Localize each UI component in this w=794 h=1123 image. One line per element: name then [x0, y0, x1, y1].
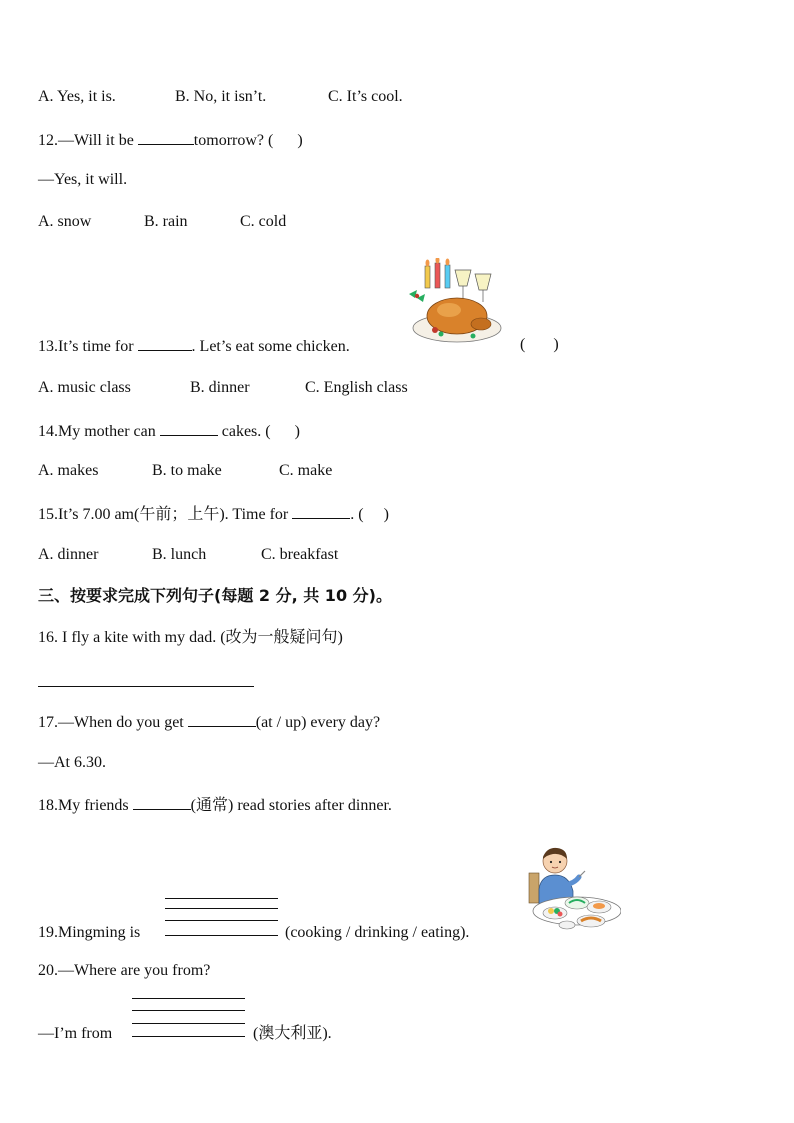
q12-answer: —Yes, it will. — [38, 171, 128, 188]
q18-prompt — [38, 794, 392, 816]
q14-prompt-start: 14.My mother can — [38, 423, 156, 440]
q11-option-c: C. It’s cool. — [328, 88, 403, 105]
q12-options — [38, 212, 286, 232]
q15-prompt-end: . ( — [350, 506, 364, 523]
q12-prompt-end: tomorrow? ( — [193, 132, 274, 149]
q15-prompt-start: 15.It’s 7.00 am(午前；上午). Time for — [38, 506, 289, 523]
q18-prompt-start: 18.My friends — [38, 797, 129, 814]
q13-option-c: C. English class — [305, 379, 408, 396]
q14-paren-close: ) — [294, 423, 300, 440]
q11-options — [38, 87, 403, 107]
q12-option-b: B. rain — [144, 213, 188, 230]
q15-option-b: B. lunch — [152, 546, 207, 563]
q13-prompt-end: . Let’s eat some chicken. — [191, 338, 350, 355]
q13-option-a: A. music class — [38, 379, 131, 396]
q15-answer-blank[interactable] — [292, 503, 350, 519]
q11-option-a: A. Yes, it is. — [38, 88, 116, 105]
boy-eating-illustration — [515, 845, 621, 935]
q13-answer-paren — [520, 335, 559, 355]
q14-option-c: C. make — [279, 462, 333, 479]
q13-prompt-start: 13.It’s time for — [38, 338, 134, 355]
q14-option-a: A. makes — [38, 462, 99, 479]
q15-prompt — [38, 503, 389, 525]
q17-prompt-end: (at / up) every day? — [255, 714, 381, 731]
q19-answer-lines[interactable] — [165, 898, 278, 938]
q13-option-b: B. dinner — [190, 379, 250, 396]
q14-options — [38, 461, 332, 481]
q20-answer-end: (澳大利亚). — [253, 1025, 332, 1042]
section-3-title: 三、按要求完成下列句子(每题 2 分, 共 10 分)。 — [38, 586, 392, 605]
roast-chicken-dinner-illustration — [405, 258, 505, 346]
q13-paren-open: ( — [520, 336, 526, 353]
q18-answer-blank[interactable] — [133, 794, 191, 810]
q20-answer-start: —I’m from — [38, 1025, 113, 1042]
q13-prompt — [38, 335, 350, 357]
q13-options — [38, 378, 408, 398]
q14-option-b: B. to make — [152, 462, 222, 479]
q15-option-c: C. breakfast — [261, 546, 339, 563]
q12-answer-blank[interactable] — [138, 129, 194, 145]
q13-answer-blank[interactable] — [138, 335, 192, 351]
q14-answer-blank[interactable] — [160, 420, 218, 436]
q20-prompt: 20.—Where are you from? — [38, 962, 211, 979]
q12-prompt-start: 12.—Will it be — [38, 132, 134, 149]
q12-option-a: A. snow — [38, 213, 92, 230]
q16-answer-line[interactable] — [38, 686, 254, 687]
q17-answer: —At 6.30. — [38, 754, 106, 771]
q11-option-b: B. No, it isn’t. — [175, 88, 267, 105]
q12-paren-close: ) — [297, 132, 303, 149]
q13-paren-close: ) — [553, 336, 559, 353]
q12-prompt — [38, 129, 303, 151]
q15-paren-close: ) — [383, 506, 389, 523]
q15-option-a: A. dinner — [38, 546, 99, 563]
q20-answer-lines[interactable] — [132, 998, 245, 1038]
q17-prompt-start: 17.—When do you get — [38, 714, 184, 731]
q19-prompt-start: 19.Mingming is — [38, 924, 141, 941]
q17-answer-blank[interactable] — [188, 711, 256, 727]
q14-prompt — [38, 420, 300, 442]
q15-options — [38, 545, 338, 565]
q19-prompt-end: (cooking / drinking / eating). — [285, 924, 470, 941]
q18-prompt-end: (通常) read stories after dinner. — [190, 797, 392, 814]
q12-option-c: C. cold — [240, 213, 287, 230]
q14-prompt-end: cakes. ( — [221, 423, 271, 440]
q17-prompt — [38, 711, 380, 733]
q16-prompt: 16. I fly a kite with my dad. (改为一般疑问句) — [38, 629, 343, 646]
